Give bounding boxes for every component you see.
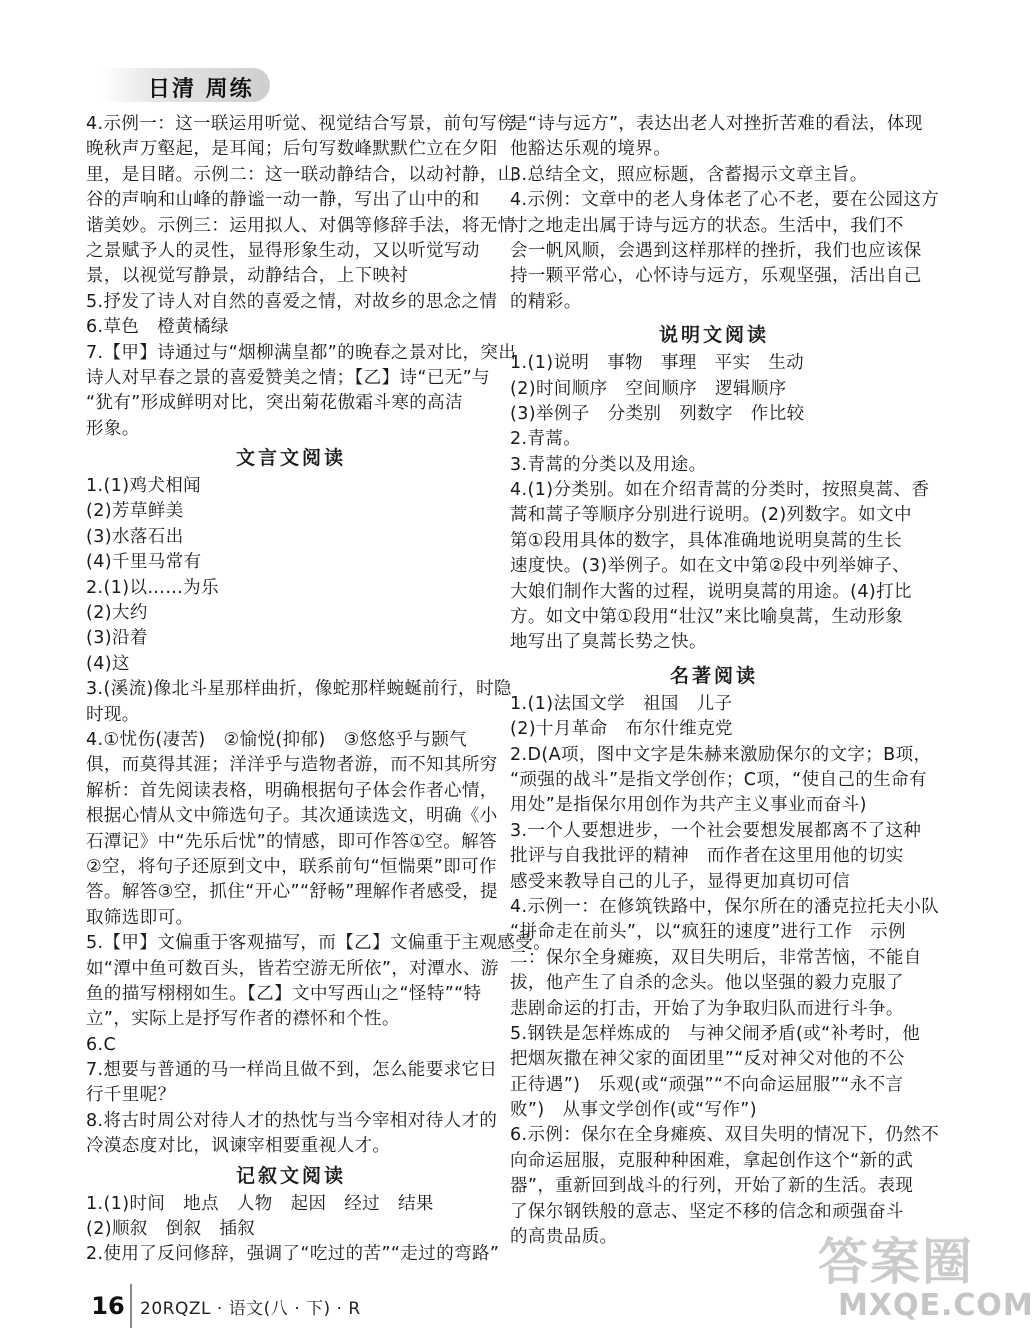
section-title-expository: 说明文阅读	[658, 324, 769, 347]
answer-line: 大娘们制作大酱的过程，说明臭蒿的用途。(4)打比	[510, 581, 912, 602]
answer-line: 答。解答③空，抓住“开心”“舒畅”理解作者感受，提	[86, 882, 498, 903]
answer-line: 5.【甲】文偏重于客观描写，而【乙】文偏重于主观感受。	[86, 933, 551, 954]
answer-line: 的精彩。	[510, 291, 582, 312]
answer-line: 悲剧命运的打击，开始了为争取归队而进行斗争。	[510, 998, 904, 1019]
answer-line: “犹有”形成鲜明对比，突出菊花傲霜斗寒的高洁	[86, 393, 463, 414]
answer-line: 用处”是指保尔用创作为共产主义事业而奋斗)	[510, 795, 867, 816]
answer-line: (2)十月革命 布尔什维克党	[510, 719, 733, 740]
answer-line: 3.青蒿的分类以及用途。	[510, 454, 707, 475]
answer-line: 形象。	[86, 418, 140, 439]
answer-line: 会一帆风顺，会遇到这样那样的挫折，我们也应该保	[510, 240, 922, 261]
answer-line: 向命运屈服，克服种种困难，拿起创作这个“新的武	[510, 1150, 914, 1171]
answer-line: 第①段用具体的数字，具体准确地说明臭蒿的生长	[510, 530, 902, 551]
right-column	[510, 112, 940, 1250]
watermark-url: MXQE.COM	[838, 1288, 1034, 1323]
answer-line: 7.【甲】诗通过与“烟柳满皇都”的晚春之景对比，突出	[86, 342, 517, 363]
answer-line: (2)顺叙 倒叙 插叙	[86, 1219, 256, 1240]
answer-line: (4)千里马常有	[86, 552, 202, 573]
answer-line: 6.示例：保尔在全身瘫痪、双目失明的情况下，仍然不	[510, 1125, 940, 1146]
left-part3	[86, 1192, 500, 1268]
answer-line: 行千里呢？	[86, 1085, 176, 1106]
answer-line: 冷漠态度对比，讽谏宰相要重视人才。	[86, 1136, 391, 1157]
answer-line: “拼命走在前头”，以“疯狂的速度”进行工作 示例	[510, 922, 906, 943]
answer-line: (3)水落石出	[86, 526, 184, 547]
watermark-logo-text: 答案圈	[818, 1233, 974, 1291]
answer-line: 解析：首先阅读表格，明确根据句子体会作者心情，	[86, 780, 498, 801]
right-part2	[510, 351, 930, 656]
answer-line: 他豁达乐观的境界。	[510, 139, 672, 160]
answer-line: (4)这	[86, 653, 130, 674]
section-title-classics: 名著阅读	[669, 664, 758, 687]
answer-line: 时现。	[86, 704, 140, 725]
answer-line: (2)时间顺序 空间顺序 逻辑顺序	[510, 378, 787, 399]
answer-line: 如“潭中鱼可数百头，皆若空游无所依”，对潭水、游	[86, 958, 499, 979]
answer-line: 方。如文中第①段用“壮汉”来比喻臭蒿，生动形象	[510, 607, 904, 628]
answer-line: 是“诗与远方”，表达出老人对挫折苦难的看法，体现	[510, 114, 923, 134]
page-number: 16	[86, 1284, 132, 1328]
answer-line: 器”，重新回到战斗的行列，开始了新的生活。表现	[510, 1176, 914, 1197]
answer-line: 鱼的描写栩栩如生。【乙】文中写西山之“怪特”“特	[86, 983, 482, 1004]
answer-line: (2)芳草鲜美	[86, 501, 184, 522]
answer-line: 3.一个人要想进步，一个社会要想发展都离不了这种	[510, 820, 922, 841]
answer-line: 寸之地走出属于诗与远方的状态。生活中，我们不	[510, 215, 904, 236]
answer-line: 蒿和蒿子等顺序分别进行说明。(2)列数字。如文中	[510, 505, 912, 526]
section-title-classical-chinese: 文言文阅读	[235, 447, 346, 470]
answer-line: 持一颗平常心，心怀诗与远方，乐观坚强，活出自己	[510, 266, 922, 287]
answer-line: 4.示例一：在修筑铁路中，保尔所在的潘克拉托夫小队	[510, 896, 940, 917]
answer-line: 3.总结全文，照应标题，含蓄揭示文章主旨。	[510, 164, 868, 185]
left-part1	[86, 112, 517, 442]
answer-line: 2.(1)以……为乐	[86, 577, 219, 598]
answer-line: (3)沿着	[86, 628, 148, 649]
answer-line: (2)大约	[86, 603, 148, 624]
answer-line: 2.青蒿。	[510, 429, 582, 450]
answer-line: 1.(1)法国文学 祖国 儿子	[510, 693, 733, 714]
header-title: 日清 周练	[148, 77, 254, 102]
answer-line: 4.示例：文章中的老人身体老了心不老，要在公园这方	[510, 190, 940, 211]
answer-line: 正待遇”) 乐观(或“顽强”“不向命运屈服”“永不言	[510, 1074, 904, 1095]
answer-line: 根据心情从文中筛选句子。其次通读选文，明确《小	[86, 806, 498, 827]
answer-line: 晚秋声万壑起，是耳闻；后句写数峰默默伫立在夕阳	[86, 139, 498, 160]
answer-line: 3.(溪流)像北斗星那样曲折，像蛇那样蜿蜒前行，时隐	[86, 679, 512, 700]
answer-line: 把烟灰撒在神父家的面团里”“反对神父对他的不公	[510, 1049, 905, 1070]
book-code: 20RQZL · 语文(八 · 下) · R	[140, 1299, 361, 1319]
section-title-narrative: 记叙文阅读	[235, 1164, 346, 1187]
answer-line: 里，是目睹。示例二：这一联动静结合，以动衬静，山	[86, 164, 516, 185]
answer-line: 二：保尔全身瘫痪，双目失明后，非常苦恼，不能自	[510, 947, 922, 968]
answer-line: 5.钢铁是怎样炼成的 与神父闹矛盾(或“补考时，他	[510, 1023, 921, 1044]
answer-line: 批评与自我批评的精神 而作者在这里用他的切实	[510, 846, 904, 867]
answer-line: 感受来教导自己的儿子，显得更加真切可信	[510, 871, 851, 892]
answer-line: 俱，而莫得其涯；洋洋乎与造物者游，而不知其所穷	[86, 755, 498, 776]
answer-line: 景，以视觉写静景，动静结合，上下映衬	[86, 266, 409, 287]
answer-line: 石潭记》中“先乐后忧”的情感，即可作答①空。解答	[86, 831, 497, 852]
left-part2	[86, 474, 551, 1160]
answer-line: 立”，实际上是抒写作者的襟怀和个性。	[86, 1009, 400, 1030]
answer-line: 1.(1)鸡犬相闻	[86, 476, 202, 497]
answer-line: 诗人对早春之景的喜爱赞美之情；【乙】诗“已无”与	[86, 367, 490, 388]
answer-line: 败”) 从事文学创作(或“写作”)	[510, 1100, 757, 1121]
answer-line: 2.使用了反问修辞，强调了“吃过的苦”“走过的弯路”	[86, 1244, 500, 1265]
answer-line: “顽强的战斗”是指文学创作；C项，“使自己的生命有	[510, 769, 927, 790]
answer-line: 了保尔钢铁般的意志、坚定不移的信念和顽强奋斗	[510, 1201, 904, 1222]
answer-line: 谷的声响和山峰的静谧一动一静，写出了山中的和	[86, 190, 480, 211]
answer-line: 地写出了臭蒿长势之快。	[510, 632, 707, 653]
answer-line: 7.想要与普通的马一样尚且做不到，怎么能要求它日	[86, 1060, 498, 1081]
answer-line: 速度快。(3)举例子。如在文中第②段中列举婶子、	[510, 556, 911, 577]
answer-line: 取筛选即可。	[86, 907, 194, 928]
answer-line: 拔，他产生了自杀的念头。他以坚强的毅力克服了	[510, 973, 904, 994]
answer-line: 4.示例一：这一联运用听觉、视觉结合写景，前句写傍	[86, 114, 516, 134]
answer-line: 1.(1)时间 地点 人物 起因 经过 结果	[86, 1193, 434, 1214]
answer-line: 8.将古时周公对待人才的热忱与当今宰相对待人才的	[86, 1110, 498, 1131]
answer-line: 4.(1)分类别。如在介绍青蒿的分类时，按照臭蒿、香	[510, 480, 930, 501]
answer-line: 之景赋予人的灵性，显得形象生动，又以听觉写动	[86, 240, 480, 261]
answer-line: 5.抒发了诗人对自然的喜爱之情，对故乡的思念之情	[86, 291, 498, 312]
answer-line: 2.D(A项，图中文字是朱赫来激励保尔的文字；B项，	[510, 744, 932, 765]
answer-line: ②空，将句子还原到文中，联系前句“恒惴栗”即可作	[86, 856, 497, 877]
answer-line: 4.①忧伤(凄苦) ②愉悦(抑郁) ③悠悠乎与颢气	[86, 729, 468, 750]
answer-line: 谐美妙。示例三：运用拟人、对偶等修辞手法，将无情	[86, 215, 516, 236]
answer-line: 1.(1)说明 事物 事理 平实 生动	[510, 353, 805, 374]
answer-line: 的高贵品质。	[510, 1227, 618, 1248]
answer-line: (3)举例子 分类别 列数字 作比较	[510, 403, 805, 424]
right-part3	[510, 692, 940, 1251]
answer-line: 6.草色 橙黄橘绿	[86, 317, 229, 338]
answer-line: 6.C	[86, 1034, 117, 1055]
right-part1	[510, 112, 940, 315]
